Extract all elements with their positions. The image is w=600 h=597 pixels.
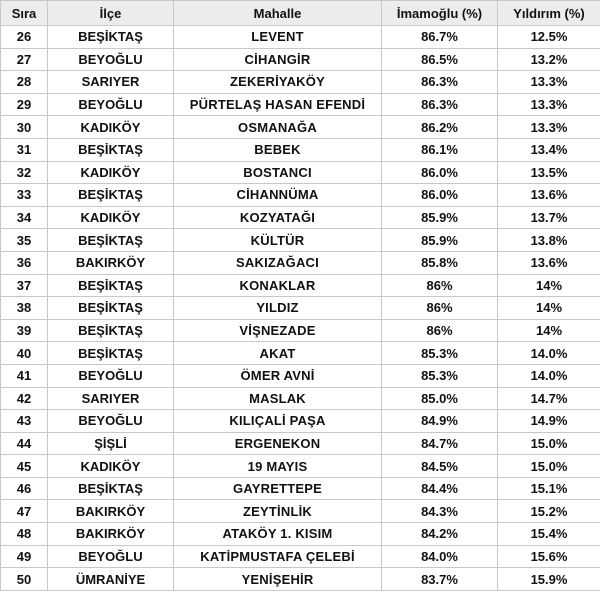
table-row bbox=[1, 364, 600, 387]
header-yildirim: Yıldırım (%) bbox=[498, 1, 600, 26]
cell-sira: 40 bbox=[1, 342, 48, 365]
table-row bbox=[1, 251, 600, 274]
table-row bbox=[1, 71, 600, 94]
cell-sira: 35 bbox=[1, 229, 48, 252]
cell-yildirim: 15.4% bbox=[498, 523, 600, 546]
cell-mahalle: BOSTANCI bbox=[174, 161, 382, 184]
cell-ilce: BAKIRKÖY bbox=[48, 500, 174, 523]
cell-yildirim: 15.1% bbox=[498, 477, 600, 500]
table-row bbox=[1, 568, 600, 591]
cell-ilce: BEŞİKTAŞ bbox=[48, 138, 174, 161]
cell-mahalle: AKAT bbox=[174, 342, 382, 365]
cell-yildirim: 15.9% bbox=[498, 568, 600, 591]
cell-sira: 38 bbox=[1, 297, 48, 320]
table-row bbox=[1, 274, 600, 297]
cell-yildirim: 15.2% bbox=[498, 500, 600, 523]
cell-mahalle: ZEYTİNLİK bbox=[174, 500, 382, 523]
cell-yildirim: 14.7% bbox=[498, 387, 600, 410]
table-row bbox=[1, 477, 600, 500]
cell-yildirim: 13.8% bbox=[498, 229, 600, 252]
cell-imamoglu: 83.7% bbox=[382, 568, 498, 591]
cell-yildirim: 14% bbox=[498, 297, 600, 320]
cell-ilce: ÜMRANİYE bbox=[48, 568, 174, 591]
cell-yildirim: 13.6% bbox=[498, 251, 600, 274]
cell-sira: 49 bbox=[1, 545, 48, 568]
cell-sira: 34 bbox=[1, 206, 48, 229]
cell-sira: 42 bbox=[1, 387, 48, 410]
cell-sira: 46 bbox=[1, 477, 48, 500]
cell-imamoglu: 84.7% bbox=[382, 432, 498, 455]
cell-ilce: BEYOĞLU bbox=[48, 48, 174, 71]
table-row bbox=[1, 455, 600, 478]
cell-yildirim: 13.3% bbox=[498, 71, 600, 94]
cell-ilce: KADIKÖY bbox=[48, 455, 174, 478]
cell-ilce: ŞİŞLİ bbox=[48, 432, 174, 455]
cell-imamoglu: 86.1% bbox=[382, 138, 498, 161]
cell-imamoglu: 86% bbox=[382, 274, 498, 297]
table-header bbox=[1, 1, 600, 26]
table-row bbox=[1, 206, 600, 229]
cell-sira: 44 bbox=[1, 432, 48, 455]
cell-ilce: KADIKÖY bbox=[48, 206, 174, 229]
cell-ilce: BEYOĞLU bbox=[48, 545, 174, 568]
cell-imamoglu: 85.0% bbox=[382, 387, 498, 410]
cell-mahalle: 19 MAYIS bbox=[174, 455, 382, 478]
cell-imamoglu: 85.9% bbox=[382, 206, 498, 229]
table-row bbox=[1, 387, 600, 410]
cell-imamoglu: 86.5% bbox=[382, 48, 498, 71]
cell-yildirim: 14.0% bbox=[498, 364, 600, 387]
table-body bbox=[1, 26, 600, 591]
cell-imamoglu: 85.9% bbox=[382, 229, 498, 252]
cell-mahalle: SAKIZAĞACI bbox=[174, 251, 382, 274]
cell-mahalle: MASLAK bbox=[174, 387, 382, 410]
cell-yildirim: 12.5% bbox=[498, 26, 600, 49]
cell-imamoglu: 84.2% bbox=[382, 523, 498, 546]
cell-mahalle: YENİŞEHİR bbox=[174, 568, 382, 591]
cell-yildirim: 14% bbox=[498, 319, 600, 342]
cell-mahalle: ATAKÖY 1. KISIM bbox=[174, 523, 382, 546]
cell-yildirim: 13.5% bbox=[498, 161, 600, 184]
cell-imamoglu: 85.3% bbox=[382, 342, 498, 365]
cell-yildirim: 13.6% bbox=[498, 184, 600, 207]
header-row bbox=[1, 1, 600, 26]
cell-imamoglu: 84.0% bbox=[382, 545, 498, 568]
cell-imamoglu: 85.8% bbox=[382, 251, 498, 274]
cell-ilce: BEŞİKTAŞ bbox=[48, 342, 174, 365]
cell-mahalle: KOZYATAĞI bbox=[174, 206, 382, 229]
cell-imamoglu: 86.0% bbox=[382, 161, 498, 184]
header-sira: Sıra bbox=[1, 1, 48, 26]
cell-imamoglu: 84.5% bbox=[382, 455, 498, 478]
cell-mahalle: BEBEK bbox=[174, 138, 382, 161]
cell-ilce: BEŞİKTAŞ bbox=[48, 297, 174, 320]
cell-sira: 29 bbox=[1, 93, 48, 116]
cell-mahalle: CİHANGİR bbox=[174, 48, 382, 71]
cell-sira: 32 bbox=[1, 161, 48, 184]
cell-sira: 33 bbox=[1, 184, 48, 207]
cell-sira: 31 bbox=[1, 138, 48, 161]
table-row bbox=[1, 297, 600, 320]
table-row bbox=[1, 48, 600, 71]
table-row bbox=[1, 229, 600, 252]
cell-mahalle: ERGENEKON bbox=[174, 432, 382, 455]
cell-mahalle: ÖMER AVNİ bbox=[174, 364, 382, 387]
table-row bbox=[1, 184, 600, 207]
cell-imamoglu: 85.3% bbox=[382, 364, 498, 387]
cell-ilce: SARIYER bbox=[48, 387, 174, 410]
cell-ilce: BEŞİKTAŞ bbox=[48, 229, 174, 252]
cell-yildirim: 13.4% bbox=[498, 138, 600, 161]
cell-sira: 36 bbox=[1, 251, 48, 274]
cell-mahalle: ZEKERİYAKÖY bbox=[174, 71, 382, 94]
cell-sira: 39 bbox=[1, 319, 48, 342]
cell-ilce: BEŞİKTAŞ bbox=[48, 477, 174, 500]
cell-sira: 43 bbox=[1, 410, 48, 433]
cell-mahalle: CİHANNÜMA bbox=[174, 184, 382, 207]
table-row bbox=[1, 545, 600, 568]
cell-yildirim: 13.3% bbox=[498, 116, 600, 139]
cell-ilce: BEYOĞLU bbox=[48, 364, 174, 387]
cell-ilce: BEŞİKTAŞ bbox=[48, 274, 174, 297]
cell-mahalle: OSMANAĞA bbox=[174, 116, 382, 139]
cell-mahalle: KILIÇALİ PAŞA bbox=[174, 410, 382, 433]
cell-imamoglu: 84.4% bbox=[382, 477, 498, 500]
cell-ilce: KADIKÖY bbox=[48, 116, 174, 139]
cell-mahalle: LEVENT bbox=[174, 26, 382, 49]
cell-sira: 48 bbox=[1, 523, 48, 546]
table-row bbox=[1, 432, 600, 455]
table-row bbox=[1, 26, 600, 49]
cell-ilce: BEŞİKTAŞ bbox=[48, 319, 174, 342]
cell-sira: 50 bbox=[1, 568, 48, 591]
cell-yildirim: 13.2% bbox=[498, 48, 600, 71]
cell-imamoglu: 84.9% bbox=[382, 410, 498, 433]
cell-imamoglu: 86% bbox=[382, 319, 498, 342]
header-mahalle: Mahalle bbox=[174, 1, 382, 26]
cell-imamoglu: 86.3% bbox=[382, 71, 498, 94]
header-imamoglu: İmamoğlu (%) bbox=[382, 1, 498, 26]
cell-ilce: BEŞİKTAŞ bbox=[48, 26, 174, 49]
cell-sira: 37 bbox=[1, 274, 48, 297]
cell-yildirim: 15.6% bbox=[498, 545, 600, 568]
cell-imamoglu: 84.3% bbox=[382, 500, 498, 523]
cell-mahalle: KATİPMUSTAFA ÇELEBİ bbox=[174, 545, 382, 568]
cell-mahalle: KONAKLAR bbox=[174, 274, 382, 297]
cell-yildirim: 14.9% bbox=[498, 410, 600, 433]
table-row bbox=[1, 342, 600, 365]
cell-sira: 45 bbox=[1, 455, 48, 478]
table-row bbox=[1, 523, 600, 546]
cell-sira: 47 bbox=[1, 500, 48, 523]
table-row bbox=[1, 500, 600, 523]
table-row bbox=[1, 410, 600, 433]
cell-imamoglu: 86.2% bbox=[382, 116, 498, 139]
cell-mahalle: YILDIZ bbox=[174, 297, 382, 320]
cell-sira: 27 bbox=[1, 48, 48, 71]
cell-yildirim: 13.3% bbox=[498, 93, 600, 116]
cell-mahalle: GAYRETTEPE bbox=[174, 477, 382, 500]
cell-ilce: BEYOĞLU bbox=[48, 410, 174, 433]
table-row bbox=[1, 319, 600, 342]
cell-ilce: BEŞİKTAŞ bbox=[48, 184, 174, 207]
table-row bbox=[1, 161, 600, 184]
cell-mahalle: KÜLTÜR bbox=[174, 229, 382, 252]
cell-mahalle: VİŞNEZADE bbox=[174, 319, 382, 342]
table-row bbox=[1, 116, 600, 139]
cell-yildirim: 14% bbox=[498, 274, 600, 297]
cell-sira: 41 bbox=[1, 364, 48, 387]
cell-ilce: KADIKÖY bbox=[48, 161, 174, 184]
cell-ilce: SARIYER bbox=[48, 71, 174, 94]
cell-sira: 28 bbox=[1, 71, 48, 94]
header-ilce: İlçe bbox=[48, 1, 174, 26]
cell-yildirim: 15.0% bbox=[498, 455, 600, 478]
table-row bbox=[1, 138, 600, 161]
cell-sira: 26 bbox=[1, 26, 48, 49]
cell-ilce: BEYOĞLU bbox=[48, 93, 174, 116]
cell-imamoglu: 86.3% bbox=[382, 93, 498, 116]
cell-imamoglu: 86.7% bbox=[382, 26, 498, 49]
cell-imamoglu: 86% bbox=[382, 297, 498, 320]
cell-yildirim: 13.7% bbox=[498, 206, 600, 229]
cell-sira: 30 bbox=[1, 116, 48, 139]
cell-yildirim: 14.0% bbox=[498, 342, 600, 365]
cell-yildirim: 15.0% bbox=[498, 432, 600, 455]
cell-ilce: BAKIRKÖY bbox=[48, 523, 174, 546]
cell-imamoglu: 86.0% bbox=[382, 184, 498, 207]
table-row bbox=[1, 93, 600, 116]
cell-ilce: BAKIRKÖY bbox=[48, 251, 174, 274]
cell-mahalle: PÜRTELAŞ HASAN EFENDİ bbox=[174, 93, 382, 116]
